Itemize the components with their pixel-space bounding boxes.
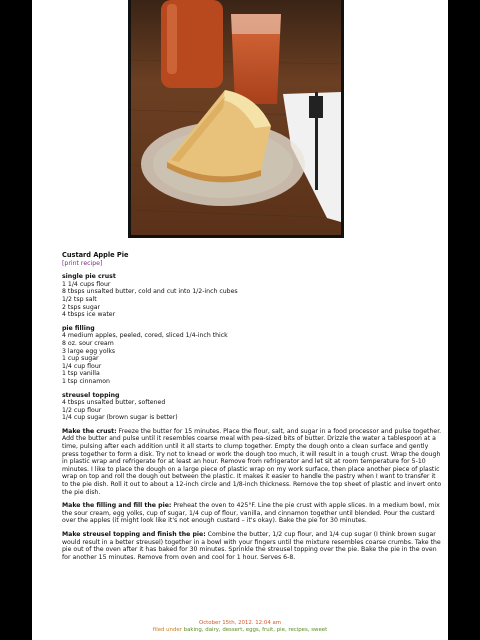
pie-photo-image — [131, 0, 341, 235]
post-date[interactable]: October 15th, 2012. 12:04 am — [198, 620, 282, 626]
recipe-photo — [128, 0, 344, 238]
ingredient-item: 1 tsp cinnamon — [62, 377, 110, 385]
instruction-lead: Make streusel topping and finish the pie: — [62, 531, 206, 538]
recipe-content — [62, 252, 442, 561]
ingredient-item: 1/2 cup flour — [62, 406, 102, 414]
page — [32, 0, 448, 640]
instruction-text: Combine the butter, 1/2 cup flour, and 1/4 cup sugar (I think brown sugar would result in a better streusel) together in a bowl with your fingers until the mixture resembles coarse crumbs. Take the pie out of the oven after it has baked for 30 minutes. Sprinkle the streusel topping over the pie. Bake the pie in the oven for another 15 minutes. Remove from oven and cool for 1 hour. Serves 6-8. — [62, 531, 441, 561]
ingredients-pie-filling — [62, 325, 442, 386]
instruction-text: Preheat the oven to 425°F. Line the pie crust with apple slices. In a medium bowl, mix the sour cream, egg yolks, cup of sugar, 1/4 cup of flour, vanilla, and cinnamon together until blended. Pour the custard over the apples (it might look like it's not enough custard – it's okay). Bake the pie for 30 minutes. — [62, 502, 440, 525]
ingredient-item: 1 1/4 cups flour — [62, 280, 111, 288]
tag-links[interactable]: baking, dairy, dessert, eggs, fruit, pie, recipes, sweet — [183, 627, 328, 633]
ingredient-item: 2 tsps sugar — [62, 303, 101, 311]
ingredient-item: 1/2 tsp salt — [62, 295, 97, 303]
ingredients-streusel-topping — [62, 392, 442, 422]
instruction-lead: Make the filling and fill the pie: — [62, 502, 172, 510]
post-footer — [32, 620, 448, 634]
ingredient-item: 8 tbsps unsalted butter, cold and cut into 1/2-inch cubes — [62, 288, 238, 296]
ingredient-item: 4 medium apples, peeled, cored, sliced 1/4-inch thick — [62, 332, 228, 340]
filed-under-label: filed under — [152, 627, 182, 633]
instruction-text: Freeze the butter for 15 minutes. Place the flour, salt, and sugar in a food processor and pulse together. Add the butter and pulse until it resembles coarse meal with pea-sized bits of butter. Drizzle the water a tablespoon at a time, pulsing after each addition until it all starts to clump together. Empty the dough onto a clean surface and gently press together to form a disk. Try not to knead or work the dough too much, it will result in a tough crust. Wrap the dough in plastic wrap and refrigerate for at least an hour. Remove from refrigerator and let sit at room temperature for 5-10 minutes. I like to place the dough on a large piece of plastic wrap on my work surface, then place another piece of plastic wrap on top and roll the dough out between the plastic. It makes it easier to handle the pastry when I want to transfer it to the pie dish. Roll it out to about a 12-inch circle and 1/8-inch thickness. Remove the top sheet of plastic and invert onto the pie dish. — [62, 427, 442, 496]
ingredient-item: 1 tsp vanilla — [62, 370, 100, 378]
section-heading: single pie crust — [62, 273, 116, 281]
instruction-lead: Make the crust: — [62, 427, 117, 435]
ingredient-item: 1/4 cup flour — [62, 362, 102, 370]
ingredient-item: 4 tbsps ice water — [62, 311, 116, 319]
ingredient-item: 1 cup sugar — [62, 355, 99, 363]
recipe-title: Custard Apple Pie — [62, 251, 129, 259]
ingredient-item: 4 tbsps unsalted butter, softened — [62, 399, 166, 407]
ingredient-item: 8 oz. sour cream — [62, 339, 114, 347]
section-heading: streusel topping — [62, 391, 120, 399]
ingredient-item: 1/4 cup sugar (brown sugar is better) — [62, 414, 178, 422]
post-tags — [32, 627, 448, 634]
print-recipe-link[interactable]: [print recipe] — [62, 259, 103, 267]
instruction-paragraph — [62, 428, 442, 496]
instruction-paragraph — [62, 502, 442, 525]
instruction-paragraph — [62, 531, 442, 561]
ingredient-item: 3 large egg yolks — [62, 347, 116, 355]
ingredients-single-pie-crust — [62, 273, 442, 319]
section-heading: pie filling — [62, 324, 95, 332]
